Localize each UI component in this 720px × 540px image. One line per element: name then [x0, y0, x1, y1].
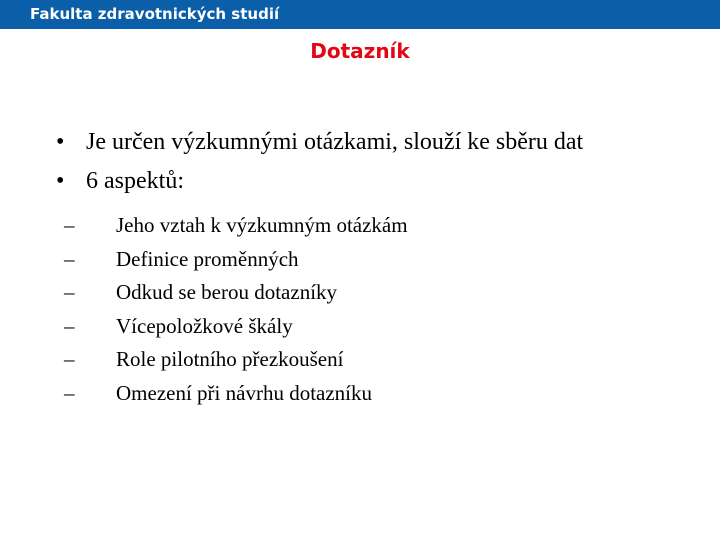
- sub-item: [56, 276, 583, 310]
- bullet-list: [56, 123, 583, 410]
- header-bar: [0, 0, 720, 29]
- sub-item-text: Omezení při návrhu dotazníku: [116, 380, 372, 405]
- sub-item-text: Odkud se berou dotazníky: [116, 280, 338, 304]
- bullet-item: [56, 123, 583, 162]
- dash-marker: –: [64, 280, 75, 304]
- bullet-marker: •: [56, 168, 65, 194]
- dash-marker: –: [64, 347, 75, 371]
- sub-item-text: Jeho vztah k výzkumným otázkám: [116, 213, 408, 237]
- sub-list-container: [56, 209, 583, 410]
- sub-item: [56, 243, 583, 277]
- bullet-text: Je určen výzkumnými otázkami, slouží ke sběru dat: [86, 129, 584, 155]
- sub-list: [56, 209, 583, 410]
- sub-item-text: Definice proměnných: [116, 246, 299, 271]
- sub-item: [56, 343, 583, 377]
- sub-item-text: Role pilotního přezkoušení: [116, 347, 344, 371]
- sub-item: [56, 377, 583, 411]
- slide-title: Dotazník: [310, 39, 410, 63]
- sub-item: [56, 310, 583, 344]
- sub-item-text: Vícepoložkové škály: [116, 313, 293, 338]
- bullet-text: 6 aspektů:: [86, 168, 184, 194]
- dash-marker: –: [64, 380, 75, 405]
- faculty-name: Fakulta zdravotnických studií: [30, 5, 280, 23]
- dash-marker: –: [64, 246, 75, 271]
- bullet-item: [56, 162, 583, 201]
- dash-marker: –: [64, 213, 75, 237]
- sub-item: [56, 209, 583, 243]
- dash-marker: –: [64, 313, 75, 338]
- bullet-marker: •: [56, 129, 65, 155]
